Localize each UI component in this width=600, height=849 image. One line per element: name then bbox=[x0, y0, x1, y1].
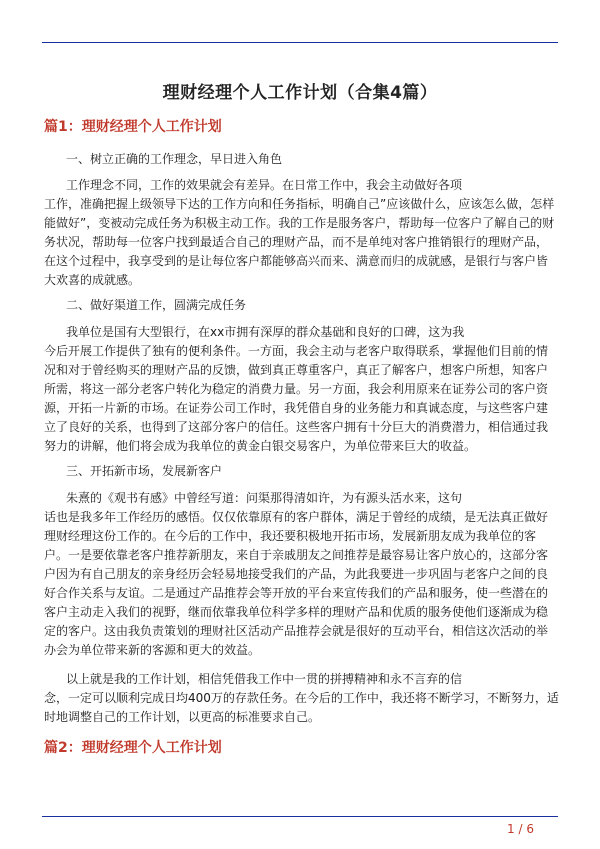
article-2-heading: 篇2：理财经理个人工作计划 bbox=[44, 740, 222, 756]
closing-paragraph bbox=[44, 670, 559, 727]
section-3-paragraph-first-line: 朱熹的《观书有感》中曾经写道：问渠那得清如许，为有源头活水来，这句 bbox=[66, 491, 463, 505]
page-number: 1 / 6 bbox=[507, 822, 534, 836]
section-3-paragraph-body: 话也是我多年工作经历的感悟。仅仅依靠原有的客户群体，满足于曾经的成绩，是无法真正做好理财经理这份工作的。在今后的工作中，我还要积极地开拓市场，发展新朋友成为我单位的客户。一是要依靠老客户推荐新朋友，来自于亲戚朋友之间推荐是最容易让客户放心的，这部分客户因为有自己朋友的亲身经历会轻易地接受我们的产品，为此我要进一步巩固与老客户之间的良好合作关系与友谊。二是通过产品推荐会等开放的平台来宣传我们的产品和服务，使一些潜在的客户主动走入我们的视野，继而依靠我单位科学多样的理财产品和优质的服务使他们逐渐成为稳定的客户。这由我负责策划的理财社区活动产品推荐会就是很好的互动平台，相信这次活动的举办会为单位带来新的客源和更大的效益。 bbox=[44, 510, 549, 657]
section-2-paragraph-first-line: 我单位是国有大型银行，在xx市拥有深厚的群众基础和良好的口碑，这为我 bbox=[66, 325, 465, 339]
section-1-paragraph bbox=[44, 176, 559, 290]
section-2-paragraph bbox=[44, 323, 559, 456]
section-1-paragraph-first-line: 工作理念不同，工作的效果就会有差异。在日常工作中，我会主动做好各项 bbox=[66, 178, 463, 192]
closing-paragraph-body: 念，一定可以顺利完成日均400万的存款任务。在今后的工作中，我还将不断学习，不断努力，适时地调整自己的工作计划，以更高的标准要求自己。 bbox=[44, 691, 559, 724]
article-1-heading: 篇1：理财经理个人工作计划 bbox=[44, 119, 222, 135]
section-1-paragraph-body: 工作，准确把握上级领导下达的工作方向和任务指标，明确自己”应该做什么，应该怎么做，怎样能做好”，变被动完成任务为积极主动工作。我的工作是服务客户，帮助每一位客户了解自己的财务状况，帮助每一位客户找到最适合自己的理财产品，而不是单纯对客户推销银行的理财产品，在这个过程中，我享受到的是让每位客户都能够高兴而来、满意而归的成就感，是银行与客户皆大欢喜的成就感。 bbox=[44, 197, 555, 287]
section-3-heading: 三、开拓新市场，发展新客户 bbox=[66, 464, 223, 478]
section-2-heading: 二、做好渠道工作，圆满完成任务 bbox=[66, 298, 247, 312]
section-2-paragraph-body: 今后开展工作提供了独有的便利条件。一方面，我会主动与老客户取得联系，掌握他们目前的情况和对于曾经购买的理财产品的反馈，做到真正尊重客户，真正了解客户，想客户所想，知客户所需，将这一部分老客户转化为稳定的消费力量。另一方面，我会利用原来在证券公司的客户资源，开拓一片新的市场。在证券公司工作时，我凭借自身的业务能力和真诚态度，与这些客户建立了良好的关系，也得到了这部分客户的信任。这些客户拥有十分巨大的消费潜力，相信通过我努力的讲解，他们将会成为我单位的黄金白银交易客户，为单位带来巨大的收益。 bbox=[44, 344, 549, 453]
section-3-paragraph bbox=[44, 489, 559, 660]
closing-paragraph-first-line: 以上就是我的工作计划，相信凭借我工作中一贯的拼搏精神和永不言弃的信 bbox=[66, 672, 463, 686]
section-1-heading: 一、树立正确的工作理念，早日进入角色 bbox=[66, 152, 283, 166]
document-title: 理财经理个人工作计划（合集4篇） bbox=[162, 83, 438, 103]
footer-rule bbox=[42, 816, 558, 817]
header-rule bbox=[42, 42, 558, 43]
